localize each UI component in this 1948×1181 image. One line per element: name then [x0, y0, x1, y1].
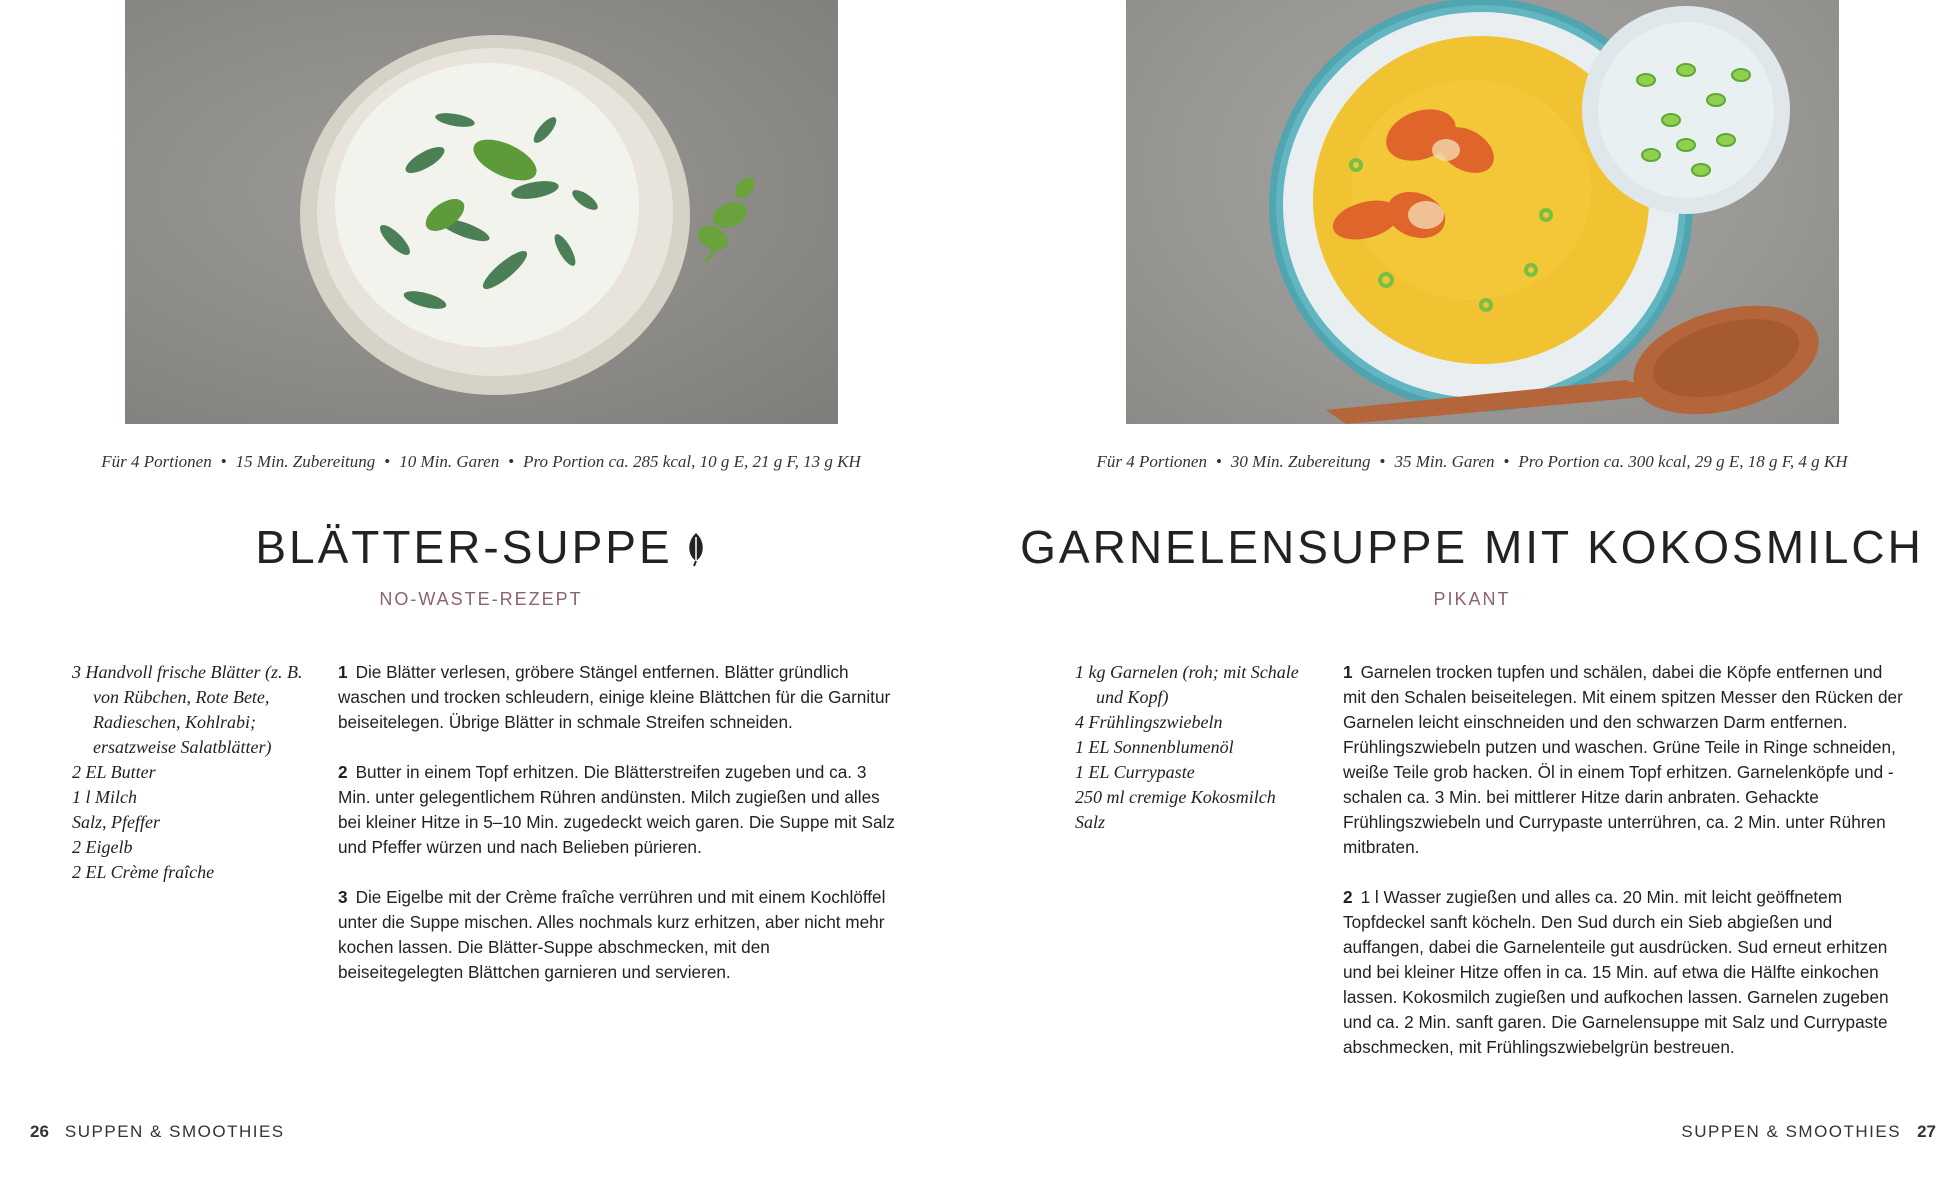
shrimp-soup-photo	[1126, 0, 1839, 424]
leaf-soup-photo	[125, 0, 838, 424]
step-text: 1 l Wasser zugießen und alles ca. 20 Min. mit leicht geöffnetem Topfdeckel sanft köcheln. Den Sud durch ein Sieb abgießen und auffangen, dabei die Garnelenteile gut ausdrücken. Sud erneut erhitzen und bei kleiner Hitze offen in ca. 15 Min. auf etwa die Hälfte einkochen lassen. Kokosmilch zugießen und aufkochen lassen. Garnelen zugeben und ca. 2 Min. sanft garen. Die Garnelensuppe mit Salz und Currypaste abschmecken, mit Frühlingszwiebelgrün bestreuen.	[1343, 887, 1889, 1057]
separator-dot: •	[220, 452, 227, 471]
step-text: Garnelen trocken tupfen und schälen, dabei die Köpfe entfernen und mit den Schalen beiseitelegen. Mit einem spitzen Messer den Rücken der Garnelen leicht einschneiden und den schwarzen Darm entfernen. Frühlingszwiebeln putzen und waschen. Grüne Teile in Ringe schneiden, weiße Teile grob hacken. Öl in einem Topf erhitzen. Garnelenköpfe und -schalen ca. 3 Min. bei mittlerer Hitze darin anbraten. Gehackte Frühlingszwiebeln und Currypaste unterrühren, ca. 2 Min. unter Rühren mitbraten.	[1343, 662, 1903, 857]
prep-time: 15 Min. Zubereitung	[235, 452, 376, 471]
ingredient-item: 2 EL Crème fraîche	[72, 862, 215, 882]
portions: Für 4 Portionen	[101, 452, 212, 471]
step-text: Die Blätter verlesen, gröbere Stängel entfernen. Blätter gründlich waschen und trocken schleudern, einige kleine Blättchen für die Garnitur beiseitelegen. Übrige Blätter in schmale Streifen schneiden.	[338, 662, 891, 732]
instruction-step	[338, 885, 898, 985]
step-text: Die Eigelbe mit der Crème fraîche verrühren und mit einem Kochlöffel unter die Suppe mischen. Alles nochmals kurz erhitzen, aber nicht mehr kochen lassen. Die Blätter-Suppe abschmecken, mit den beiseitegelegten Blättchen garnieren und servieren.	[338, 887, 886, 982]
separator-dot: •	[508, 452, 515, 471]
ingredient-item: 250 ml cremige Kokosmilch	[1075, 787, 1276, 807]
step-number: 1	[338, 662, 348, 682]
step-text: Butter in einem Topf erhitzen. Die Blätterstreifen zugeben und ca. 3 Min. unter gelegentlichem Rühren andünsten. Milch zugießen und alles bei kleiner Hitze in 5–10 Min. zugedeckt weich garen. Die Suppe mit Salz und Pfeffer würzen und nach Belieben pürieren.	[338, 762, 895, 857]
ingredient-item: Salz, Pfeffer	[72, 812, 160, 832]
section-name: SUPPEN & SMOOTHIES	[1681, 1122, 1902, 1141]
right-page	[974, 0, 1948, 1181]
prep-time: 30 Min. Zubereitung	[1230, 452, 1371, 471]
page-footer	[1681, 1122, 1936, 1142]
ingredient-item: 2 Eigelb	[72, 837, 133, 857]
page-number: 27	[1917, 1122, 1936, 1141]
step-number: 1	[1343, 662, 1353, 682]
ingredient-item: 3 Handvoll frische Blätter (z. B. von Rübchen, Rote Bete, Radieschen, Kohlrabi; ersatzweise Salatblätter)	[72, 662, 303, 757]
recipe-subtitle: PIKANT	[1433, 589, 1511, 609]
ingredient-item: 2 EL Butter	[72, 762, 156, 782]
ingredient-list	[1075, 660, 1325, 835]
step-number: 3	[338, 887, 348, 907]
nutrition: Pro Portion ca. 285 kcal, 10 g E, 21 g F, 13 g KH	[523, 452, 861, 471]
instruction-step	[338, 660, 898, 735]
instruction-step	[338, 760, 898, 860]
page-footer	[30, 1122, 285, 1142]
ingredient-item: 4 Frühlingszwiebeln	[1075, 712, 1223, 732]
recipe-title-text: BLÄTTER-SUPPE	[255, 521, 673, 573]
instruction-steps	[338, 660, 898, 1010]
ingredient-list	[72, 660, 312, 885]
separator-dot: •	[1215, 452, 1222, 471]
cook-time: 10 Min. Garen	[399, 452, 500, 471]
leaf-icon	[685, 524, 707, 578]
separator-dot: •	[1503, 452, 1510, 471]
recipe-meta	[985, 452, 1948, 472]
cook-time: 35 Min. Garen	[1394, 452, 1495, 471]
separator-dot: •	[384, 452, 391, 471]
instruction-step	[1343, 885, 1905, 1060]
recipe-title	[0, 520, 968, 578]
recipe-meta	[0, 452, 968, 472]
recipe-subtitle: NO-WASTE-REZEPT	[379, 589, 583, 609]
ingredient-item: 1 l Milch	[72, 787, 137, 807]
leaf-soup-illustration	[125, 0, 838, 424]
ingredient-item: 1 kg Garnelen (roh; mit Schale und Kopf)	[1075, 662, 1299, 707]
ingredient-item: Salz	[1075, 812, 1106, 832]
instruction-steps	[1343, 660, 1905, 1085]
step-number: 2	[1343, 887, 1353, 907]
ingredient-item: 1 EL Sonnenblumenöl	[1075, 737, 1234, 757]
portions: Für 4 Portionen	[1096, 452, 1207, 471]
separator-dot: •	[1379, 452, 1386, 471]
nutrition: Pro Portion ca. 300 kcal, 29 g E, 18 g F, 4 g KH	[1518, 452, 1848, 471]
shrimp-soup-illustration	[1126, 0, 1839, 424]
ingredient-item: 1 EL Currypaste	[1075, 762, 1195, 782]
page-number: 26	[30, 1122, 49, 1141]
section-name: SUPPEN & SMOOTHIES	[64, 1122, 285, 1141]
instruction-step	[1343, 660, 1905, 860]
recipe-title: GARNELENSUPPE MIT KOKOSMILCH	[1020, 521, 1924, 573]
step-number: 2	[338, 762, 348, 782]
